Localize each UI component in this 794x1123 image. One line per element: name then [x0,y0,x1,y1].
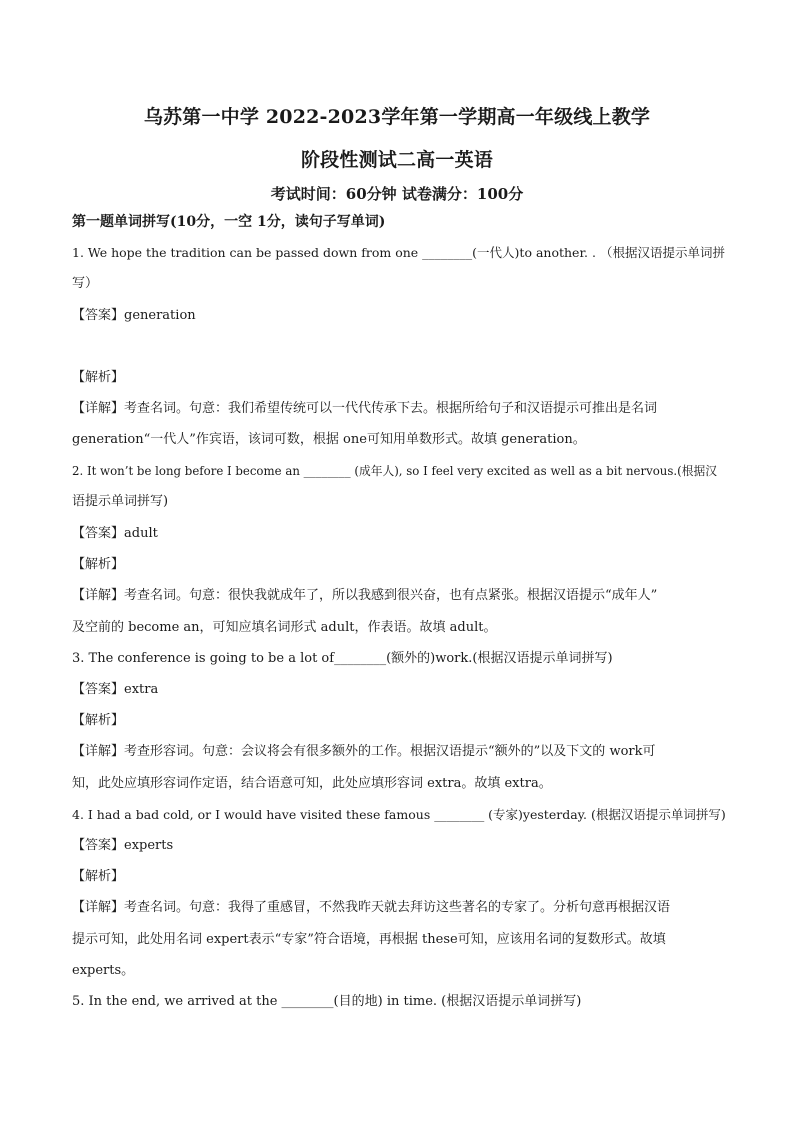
answer-label: 【答案】 [72,308,125,323]
doc-title-line2: 阶段性测试二高一英语 [300,149,493,171]
detail-label: 【详解】 [72,744,125,759]
question-4-analysis: 【解析】 [72,869,125,884]
detail-text: 考查名词。句意：我们希望传统可以一代代传承下去。根据所给句子和汉语提示可推出是名词 [124,401,658,416]
question-1-answer [72,308,727,324]
question-1-analysis: 【解析】 [72,370,125,385]
answer-value: experts [124,838,174,853]
question-3-answer [72,682,727,698]
question-1-detail-cont: generation“一代人”作宾语，该词可数，根据 one可知用单数形式。故填 generation。 [72,432,586,447]
question-2-answer [72,526,727,542]
answer-value: extra [124,682,159,697]
detail-text: 考查形容词。句意：会议将会有很多额外的工作。根据汉语提示“额外的”以及下文的 work可 [124,744,656,759]
detail-label: 【详解】 [72,900,125,915]
answer-label: 【答案】 [72,682,125,697]
question-2-text-cont: 语提示单词拼写) [72,494,169,509]
question-4-detail [72,900,727,916]
doc-title-line1: 乌苏第一中学 2022-2023学年第一学期高一年级线上教学 [143,106,651,128]
question-1-text-cont: 写） [72,276,99,291]
question-1-text: 1. We hope the tradition can be passed down from one ________(一代人)to another. . （根据汉语提示单词拼 [72,245,725,260]
question-3-detail [72,744,727,760]
detail-text: 考查名词。句意：很快我就成年了，所以我感到很兴奋，也有点紧张。根据汉语提示“成年人” [124,588,658,603]
question-2-detail [72,588,727,604]
question-3-analysis: 【解析】 [72,713,125,728]
section-heading: 第一题单词拼写(10分，一空 1分，读句子写单词) [72,214,386,230]
detail-label: 【详解】 [72,588,125,603]
question-1-detail [72,401,727,417]
answer-label: 【答案】 [72,838,125,853]
question-2-detail-cont: 及空前的 become an，可知应填名词形式 adult，作表语。故填 adult。 [72,620,497,635]
answer-label: 【答案】 [72,526,125,541]
exam-info: 考试时间：60分钟 试卷满分：100分 [270,185,524,203]
question-3-detail-cont: 知，此处应填形容词作定语，结合语意可知，此处应填形容词 extra。故填 extra。 [72,776,552,791]
answer-value: generation [124,308,196,323]
question-4-answer [72,838,727,854]
question-4-detail-cont2: experts。 [72,963,135,978]
question-4-text: 4. I had a bad cold, or I would have visited these famous ________ (专家)yesterday. (根据汉语提示单词拼写) [72,807,726,822]
question-4-detail-cont: 提示可知，此处用名词 expert表示“专家”符合语境，再根据 these可知，应该用名词的复数形式。故填 [72,932,666,947]
question-3-text: 3. The conference is going to be a lot of________(额外的)work.(根据汉语提示单词拼写) [72,651,613,666]
question-2-analysis: 【解析】 [72,557,125,572]
question-2-text: 2. It won’t be long before I become an ________ (成年人), so I feel very excited as well as a bit nervous.(根据汉 [72,464,717,478]
detail-text: 考查名词。句意：我得了重感冒，不然我昨天就去拜访这些著名的专家了。分析句意再根据汉语 [124,900,671,915]
answer-value: adult [124,526,158,541]
detail-label: 【详解】 [72,401,125,416]
question-5-text: 5. In the end, we arrived at the ________(目的地) in time. (根据汉语提示单词拼写) [72,994,582,1009]
